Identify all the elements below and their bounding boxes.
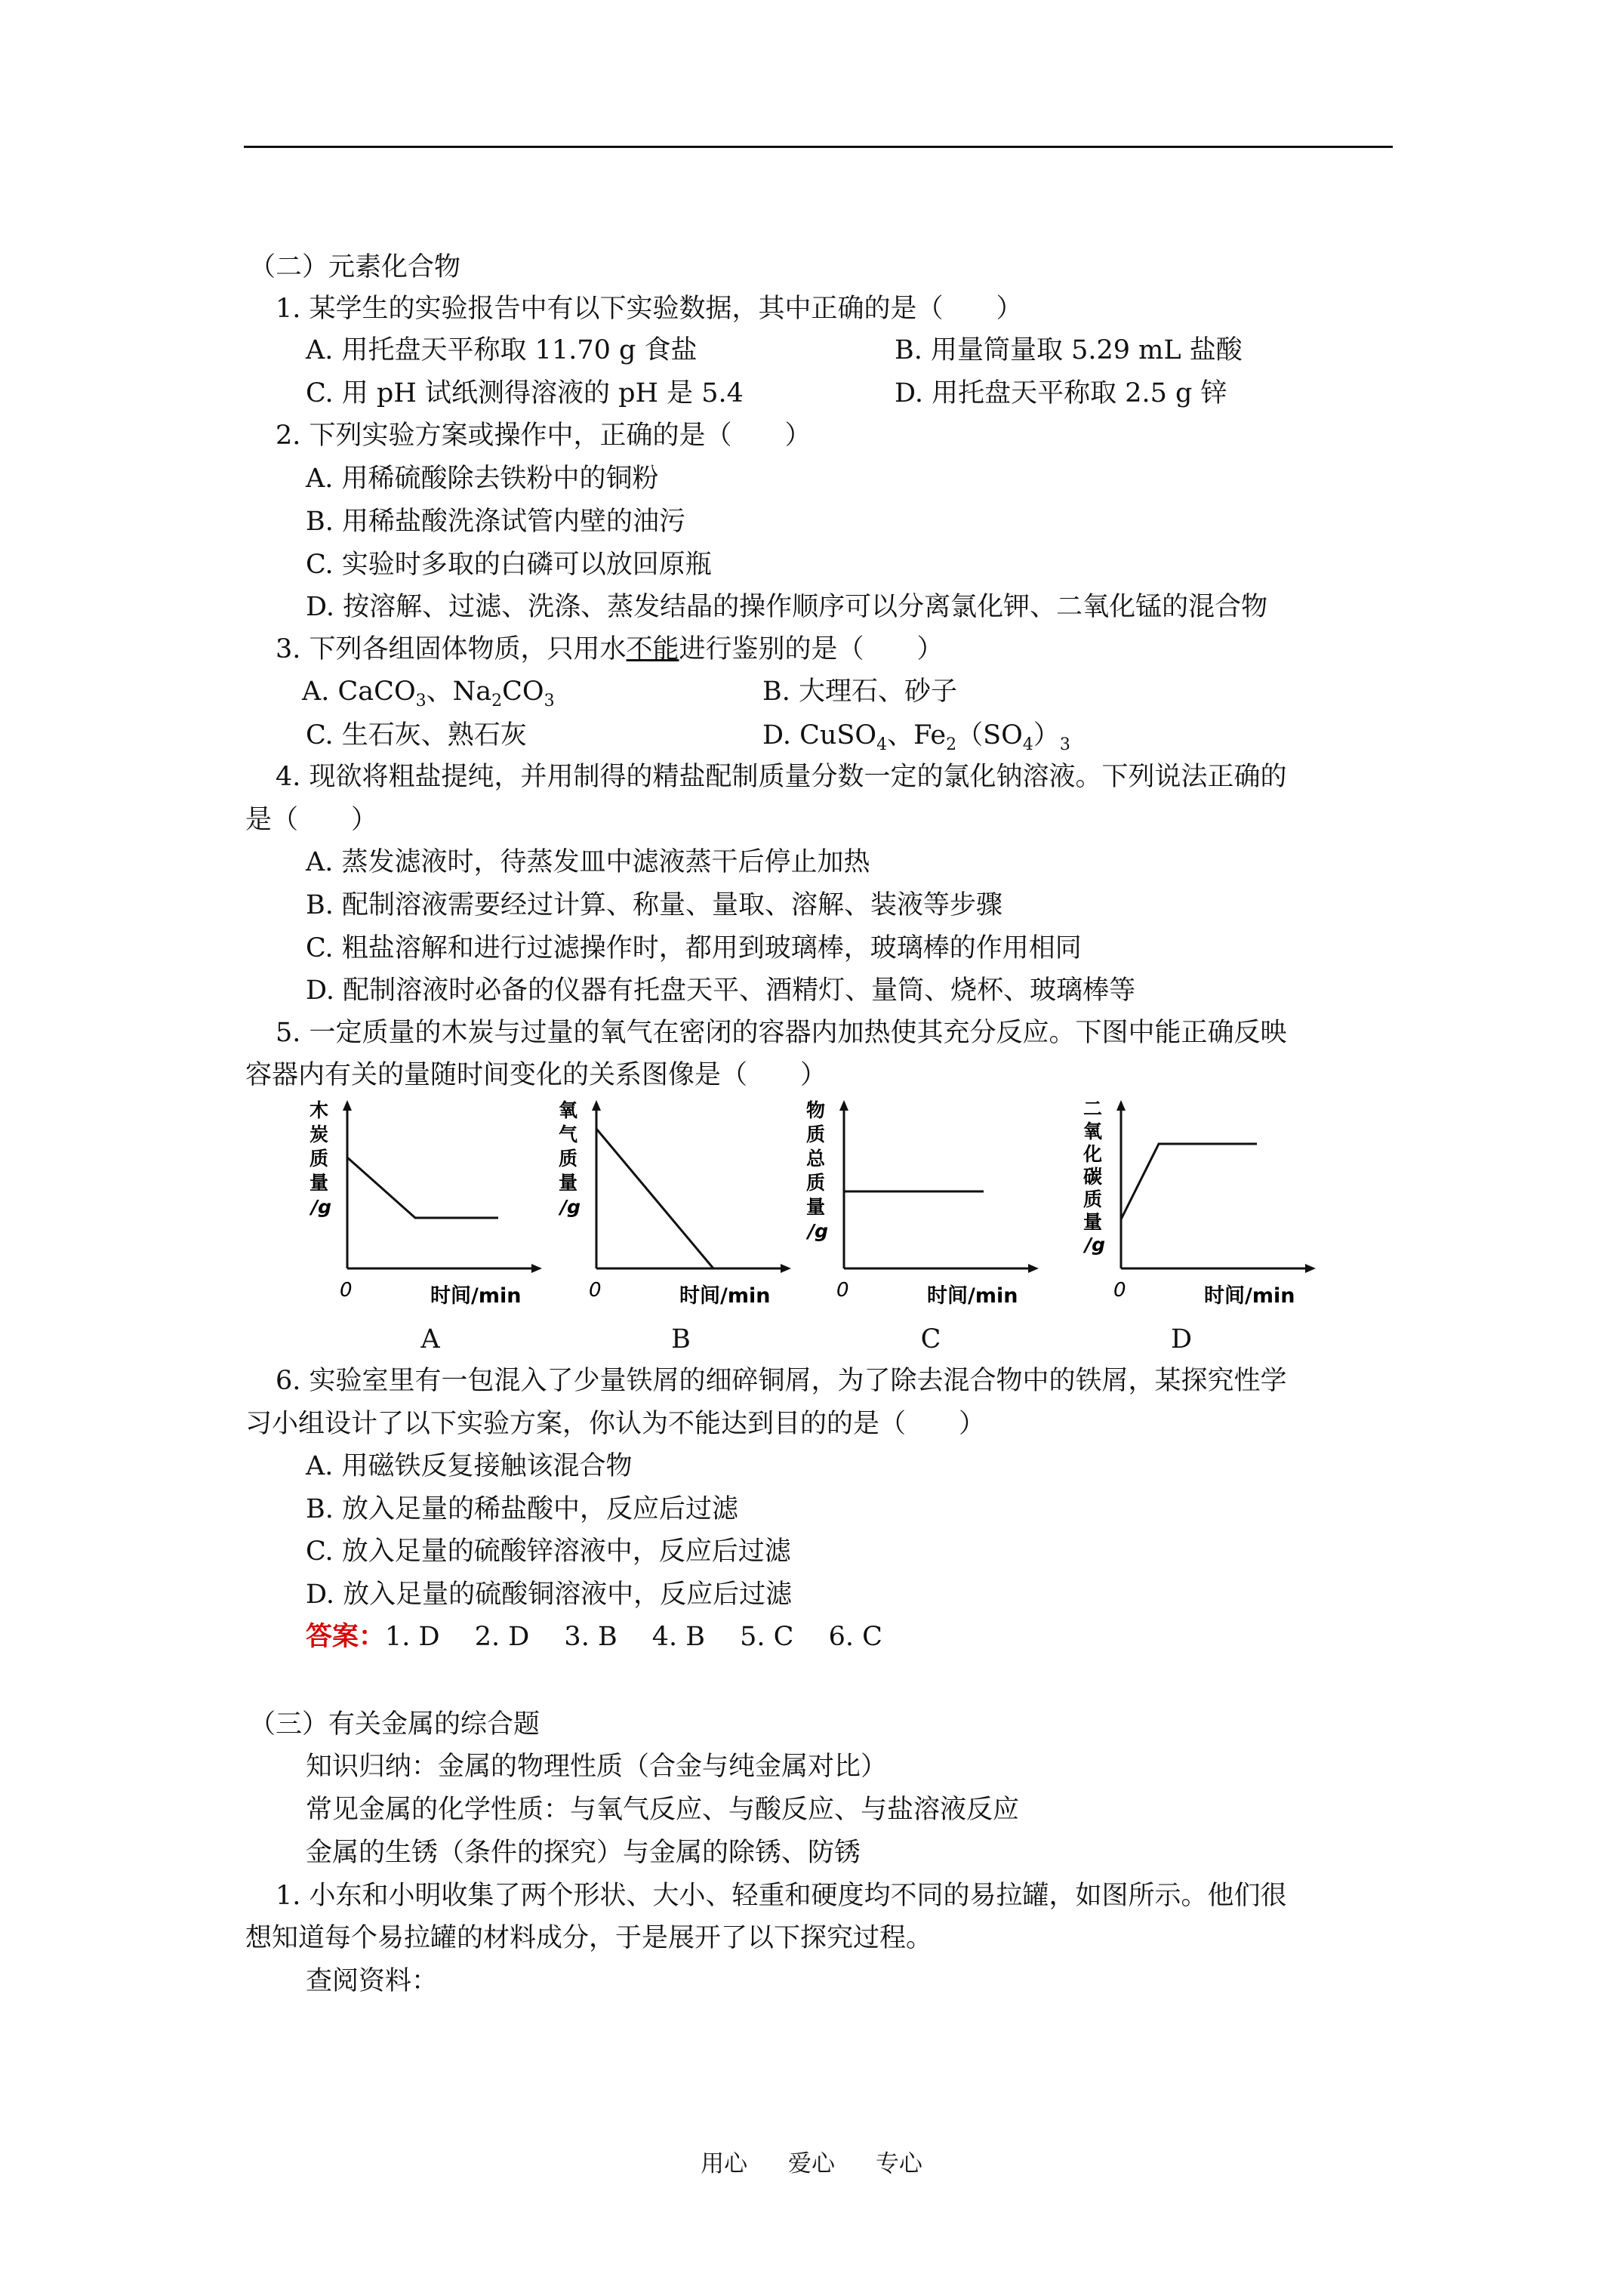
svg-text:质: 质 [310,1148,329,1170]
graph-d [1083,1099,1332,1318]
section3-q1-line1: 1. 小东和小明收集了两个形状、大小、轻重和硬度均不同的易拉罐，如图所示。他们很 [276,1881,1287,1911]
graph-b-label: B [671,1324,691,1354]
q1-option-a: A. 用托盘天平称取 11.70 g 食盐 [306,335,698,365]
svg-text:量: 量 [806,1196,826,1218]
q3-option-a: A. CaCO$_3$、$Na_2CO_3$ [302,676,555,710]
q5-stem-line1: 5. 一定质量的木炭与过量的氧气在密闭的容器内加热使其充分反应。下图中能正确反映 [276,1018,1287,1048]
svg-text:二: 二 [1083,1098,1103,1120]
q1-stem: 1. 某学生的实验报告中有以下实验数据，其中正确的是（ ） [276,294,1023,324]
svg-text:/g: /g [808,1220,829,1242]
svg-text:化: 化 [1083,1143,1103,1165]
svg-text:时间/min: 时间/min [1204,1284,1295,1308]
q6-stem-line1: 6. 实验室里有一包混入了少量铁屑的细碎铜屑，为了除去混合物中的铁屑，某探究性学 [276,1366,1287,1396]
svg-text:0: 0 [340,1279,353,1302]
q3-option-d: D. CuSO$_4$、$Fe_2(SO_4)_3$ [762,720,1070,754]
q3-stem: 3. 下列各组固体物质，只用水不能进行鉴别的是（ ） [276,634,944,664]
q1-option-b: B. 用量筒量取 5.29 mL 盐酸 [895,335,1243,365]
graph-a [310,1099,559,1318]
header-rule [244,146,1393,148]
svg-text:质: 质 [806,1123,826,1145]
svg-text:质: 质 [1083,1188,1103,1210]
svg-text:总: 总 [806,1148,826,1170]
q6-option-b: B. 放入足量的稀盐酸中，反应后过滤 [306,1494,738,1524]
q2-option-c: C. 实验时多取的白磷可以放回原瓶 [306,550,712,580]
q2-option-a: A. 用稀硫酸除去铁粉中的铜粉 [306,464,659,494]
svg-text:木: 木 [310,1099,329,1121]
section3-q1-line3: 查阅资料： [306,1966,439,1996]
footer-word-2: 爱心 [788,2150,835,2177]
graph-a-label: A [420,1324,440,1354]
answer-line [306,1619,882,1655]
graph-d-label: D [1170,1324,1193,1354]
svg-text:0: 0 [836,1279,849,1302]
graph-b [559,1099,808,1318]
section-title: （二）元素化合物 [249,252,461,282]
q3-option-c: C. 生石灰、熟石灰 [306,720,527,750]
q2-option-b: B. 用稀盐酸洗涤试管内壁的油污 [306,507,685,537]
q3-option-b: B. 大理石、砂子 [762,676,957,707]
svg-text:/g: /g [1085,1234,1106,1256]
q1-option-c: C. 用 pH 试纸测得溶液的 pH 是 5.4 [306,378,744,408]
graph-d-curve [1121,1144,1257,1219]
q5-stem-line2: 容器内有关的量随时间变化的关系图像是（ ） [245,1060,827,1090]
section3-title: （三）有关金属的综合题 [249,1709,540,1740]
q1-option-d: D. 用托盘天平称取 2.5 g 锌 [895,378,1227,408]
q4-stem-line2: 是（ ） [245,805,378,835]
graph-b-curve [596,1129,713,1268]
q6-option-d: D. 放入足量的硫酸铜溶液中，反应后过滤 [306,1579,793,1610]
svg-text:/g: /g [560,1196,581,1218]
q6-stem-line2: 习小组设计了以下实验方案，你认为不能达到目的的是（ ） [245,1409,986,1439]
q6-option-a: A. 用磁铁反复接触该混合物 [306,1451,633,1481]
graph-c-label: C [920,1324,941,1354]
svg-text:时间/min: 时间/min [927,1284,1018,1308]
q6-option-c: C. 放入足量的硫酸锌溶液中，反应后过滤 [306,1536,791,1567]
svg-text:/g: /g [311,1196,332,1218]
q2-option-d: D. 按溶解、过滤、洗涤、蒸发结晶的操作顺序可以分离氯化钾、二氧化锰的混合物 [306,592,1268,622]
svg-text:氧: 氧 [559,1099,578,1121]
q4-option-b: B. 配制溶液需要经过计算、称量、量取、溶解、装液等步骤 [306,890,1002,920]
svg-text:质: 质 [559,1148,578,1170]
svg-text:时间/min: 时间/min [430,1284,522,1308]
svg-text:质: 质 [806,1172,826,1194]
q2-stem: 2. 下列实验方案或操作中，正确的是（ ） [276,421,812,451]
svg-text:氧: 氧 [1083,1120,1103,1142]
svg-text:炭: 炭 [310,1123,329,1145]
answer-values: 1. D 2. D 3. B 4. B 5. C 6. C [385,1622,882,1652]
q4-option-d: D. 配制溶液时必备的仪器有托盘天平、酒精灯、量筒、烧杯、玻璃棒等 [306,975,1136,1006]
graph-c [806,1099,1055,1318]
footer-word-1: 用心 [701,2150,748,2177]
graph-a-curve [347,1157,498,1218]
svg-text:量: 量 [310,1172,329,1194]
footer-word-3: 专心 [875,2150,922,2177]
section3-para2: 常见金属的化学性质：与氧气反应、与酸反应、与盐溶液反应 [306,1795,1020,1825]
svg-text:量: 量 [559,1172,578,1194]
page-footer [0,2144,1623,2178]
q4-option-c: C. 粗盐溶解和进行过滤操作时，都用到玻璃棒，玻璃棒的作用相同 [306,933,1082,963]
svg-text:0: 0 [1113,1279,1126,1302]
q4-option-a: A. 蒸发滤液时，待蒸发皿中滤液蒸干后停止加热 [306,847,870,877]
svg-text:气: 气 [559,1123,578,1145]
svg-text:0: 0 [589,1279,602,1302]
section3-q1-line2: 想知道每个易拉罐的材料成分，于是展开了以下探究过程。 [245,1923,933,1953]
svg-text:时间/min: 时间/min [679,1284,771,1308]
answer-label: 答案： [306,1621,386,1652]
svg-text:碳: 碳 [1083,1166,1103,1188]
svg-text:物: 物 [806,1099,826,1121]
q4-stem-line1: 4. 现欲将粗盐提纯，并用制得的精盐配制质量分数一定的氯化钠溶液。下列说法正确的 [276,762,1287,792]
section3-para3: 金属的生锈（条件的探究）与金属的除锈、防锈 [306,1838,861,1868]
svg-text:量: 量 [1083,1211,1103,1233]
section3-para1: 知识归纳：金属的物理性质（合金与纯金属对比） [306,1752,888,1782]
